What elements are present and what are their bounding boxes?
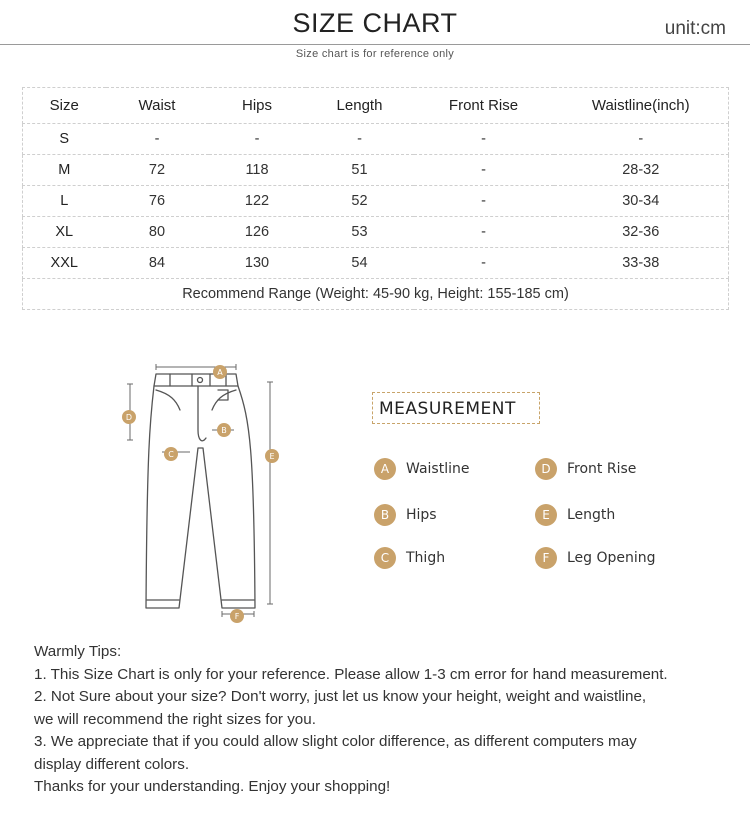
tip-line: 2. Not Sure about your size? Don't worry, just let us know your height, weight and waistline, — [34, 688, 647, 705]
letter-d-icon: D — [535, 458, 557, 480]
table-cell: - — [554, 124, 729, 155]
column-header: Hips — [209, 88, 306, 124]
table-cell: 52 — [306, 186, 414, 217]
table-cell: 80 — [106, 217, 209, 248]
page-title: SIZE CHART — [292, 8, 458, 38]
table-cell: 72 — [106, 155, 209, 186]
tip-line: display different colors. — [34, 755, 190, 773]
table-cell: XL — [23, 217, 106, 248]
table-header-row — [23, 88, 729, 124]
column-header: Waistline(inch) — [554, 88, 729, 124]
svg-text:F: F — [234, 612, 240, 621]
table-row — [23, 155, 729, 186]
table-cell: 28-32 — [554, 155, 729, 186]
subtitle: Size chart is for reference only — [295, 48, 455, 60]
table-cell: 53 — [306, 217, 414, 248]
column-header: Front Rise — [414, 88, 554, 124]
table-cell: - — [414, 217, 554, 248]
table-cell: - — [414, 248, 554, 279]
table-cell: - — [414, 186, 554, 217]
tip-line: Thanks for your understanding. Enjoy your shopping! — [34, 778, 391, 795]
marker-f — [230, 609, 244, 623]
marker-e — [265, 449, 279, 463]
letter-c-icon: C — [374, 547, 396, 569]
marker-d — [122, 410, 136, 424]
legend-label: Length — [567, 507, 616, 523]
table-cell: 118 — [209, 155, 306, 186]
marker-b — [217, 423, 231, 437]
letter-a-icon: A — [374, 458, 396, 480]
table-cell: - — [414, 155, 554, 186]
pants-diagram — [110, 360, 300, 628]
legend-label: Thigh — [406, 550, 446, 566]
column-header: Waist — [106, 88, 209, 124]
table-cell: 130 — [209, 248, 306, 279]
table-row — [23, 124, 729, 155]
svg-text:B: B — [221, 426, 227, 435]
tip-line: 1. This Size Chart is only for your reference. Please allow 1-3 cm error for hand measurement. — [34, 665, 668, 683]
tips-section — [34, 641, 734, 799]
measurement-title: MEASUREMENT — [379, 399, 516, 419]
table-row — [23, 248, 729, 279]
legend-label: Waistline — [406, 461, 470, 477]
table-cell: L — [23, 186, 106, 217]
recommend-row — [23, 279, 729, 310]
pants-outline — [146, 386, 255, 608]
header-divider — [0, 44, 750, 45]
table-cell: 30-34 — [554, 186, 729, 217]
tip-line: 3. We appreciate that if you could allow slight color difference, as different computers may — [34, 733, 637, 750]
tips-heading: Warmly Tips: — [34, 643, 122, 660]
table-cell: 33-38 — [554, 248, 729, 279]
table-cell: 122 — [209, 186, 306, 217]
table-cell: - — [306, 124, 414, 155]
table-cell: 51 — [306, 155, 414, 186]
legend-label: Hips — [406, 507, 437, 523]
legend-label: Front Rise — [567, 461, 637, 477]
table-cell: 76 — [106, 186, 209, 217]
letter-f-icon: F — [535, 547, 557, 569]
svg-text:C: C — [168, 450, 174, 459]
tip-line: we will recommend the right sizes for you. — [34, 710, 316, 728]
svg-text:A: A — [217, 368, 223, 377]
table-cell: 54 — [306, 248, 414, 279]
marker-a — [213, 365, 227, 379]
table-cell: 84 — [106, 248, 209, 279]
table-cell: - — [414, 124, 554, 155]
legend-label: Leg Opening — [567, 550, 656, 566]
table-row — [23, 186, 729, 217]
table-cell: 126 — [209, 217, 306, 248]
column-header: Length — [306, 88, 414, 124]
letter-b-icon: B — [374, 504, 396, 526]
table-cell: M — [23, 155, 106, 186]
svg-text:D: D — [125, 413, 133, 422]
table-cell: - — [209, 124, 306, 155]
unit-label: unit:cm — [664, 18, 726, 39]
marker-c — [164, 447, 178, 461]
column-header: Size — [23, 88, 106, 124]
recommend-range: Recommend Range (Weight: 45-90 kg, Height: 155-185 cm) — [23, 279, 729, 310]
table-cell: S — [23, 124, 106, 155]
measurement-box — [372, 392, 540, 424]
size-table — [22, 87, 729, 310]
table-cell: XXL — [23, 248, 106, 279]
header — [0, 0, 750, 46]
table-row — [23, 217, 729, 248]
letter-e-icon: E — [535, 504, 557, 526]
table-cell: 32-36 — [554, 217, 729, 248]
svg-text:E: E — [269, 452, 275, 461]
table-cell: - — [106, 124, 209, 155]
